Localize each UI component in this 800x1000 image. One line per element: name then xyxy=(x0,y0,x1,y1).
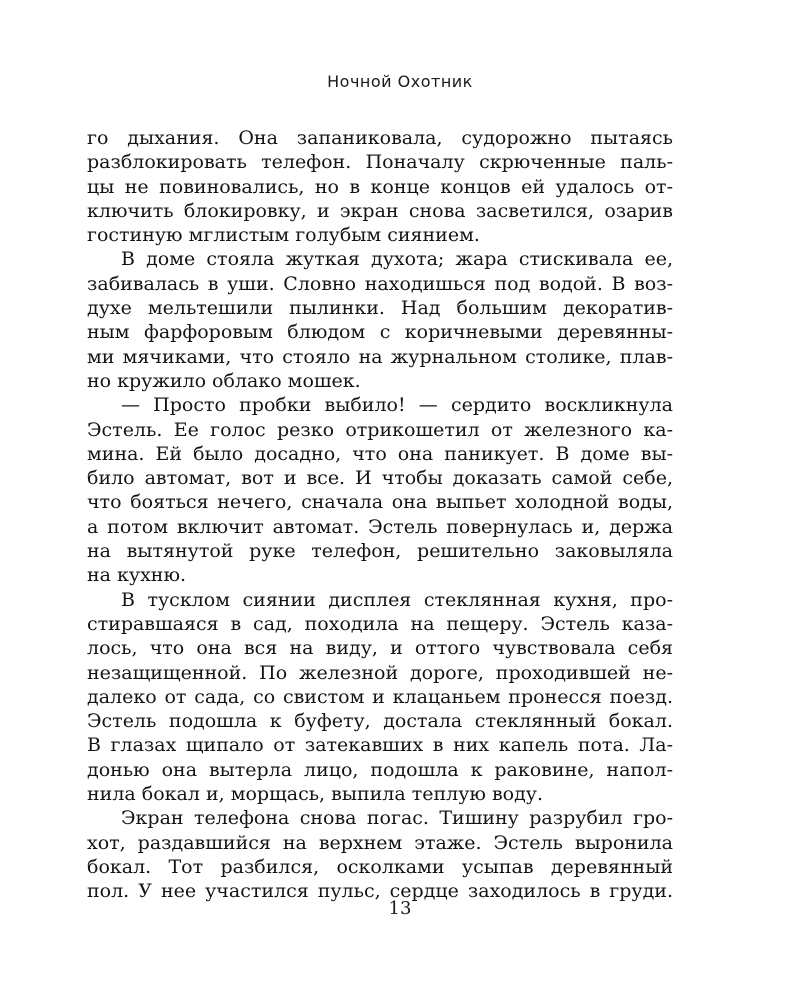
text-line: — Просто пробки выбило! — сердито воскликнула xyxy=(121,394,673,417)
text-line: лось, что она вся на виду, и оттого чувствовала себя xyxy=(87,637,673,660)
text-line: го дыхания. Она запаниковала, судорожно пытаясь xyxy=(87,127,673,149)
text-line: забивалась в уши. Словно находишься под водой. В воз- xyxy=(87,272,673,295)
text-line: пол. У нее участился пульс, сердце заходилось в груди. xyxy=(87,880,673,903)
running-head-title: Ночной Охотник xyxy=(327,72,473,91)
text-line: хот, раздавшийся на верхнем этаже. Эстель выронила xyxy=(87,831,673,854)
text-line: на вытянутой руке телефон, решительно заковыляла xyxy=(87,540,673,563)
page-number: 13 xyxy=(388,898,412,919)
text-line: на кухню. xyxy=(87,564,187,587)
text-line: но кружило облако мошек. xyxy=(87,369,361,392)
text-line: Эстель. Ее голос резко отрикошетил от железного ка- xyxy=(87,418,673,441)
text-line: далеко от сада, со свистом и клацаньем пронесся поезд. xyxy=(87,685,673,708)
text-line: гостиную мглистым голубым сиянием. xyxy=(87,224,480,247)
text-line: Эстель подошла к буфету, достала стеклянный бокал. xyxy=(87,710,673,733)
text-line: незащищенной. По железной дороге, проходившей не- xyxy=(87,661,673,684)
text-line: стиравшаяся в сад, походила на пещеру. Эстель каза- xyxy=(87,612,673,635)
text-line: ми мячиками, что стояло на журнальном столике, плав- xyxy=(87,345,673,368)
text-line: В тусклом сиянии дисплея стеклянная кухня, про- xyxy=(121,588,673,611)
text-line: нила бокал и, морщась, выпила теплую воду. xyxy=(87,783,544,806)
text-line: В глазах щипало от затекавших в них капель пота. Ла- xyxy=(87,734,673,757)
text-line: В доме стояла жуткая духота; жара стискивала ее, xyxy=(121,248,673,271)
text-line: цы не повиновались, но в конце концов ей удалось от- xyxy=(87,175,673,198)
text-line: мина. Ей было досадно, что она паникует. В доме вы- xyxy=(87,442,673,465)
text-line: ключить блокировку, и экран снова засветился, озарив xyxy=(87,199,673,222)
text-line: Экран телефона снова погас. Тишину разрубил гро- xyxy=(121,807,673,830)
text-line: разблокировать телефон. Поначалу скрюченные паль- xyxy=(87,151,673,174)
text-line: духе мельтешили пылинки. Над большим декоратив- xyxy=(87,297,673,320)
text-line: ным фарфоровым блюдом с коричневыми деревянны- xyxy=(87,321,673,344)
text-line: а потом включит автомат. Эстель повернулась и, держа xyxy=(87,515,673,538)
text-line: донью она вытерла лицо, подошла к раковине, напол- xyxy=(87,758,673,781)
text-line: бокал. Тот разбился, осколками усыпав деревянный xyxy=(87,855,673,878)
body-text xyxy=(87,126,673,904)
text-line: что бояться нечего, сначала она выпьет холодной воды, xyxy=(87,491,673,514)
text-line: било автомат, вот и все. И чтобы доказать самой себе, xyxy=(87,467,673,490)
